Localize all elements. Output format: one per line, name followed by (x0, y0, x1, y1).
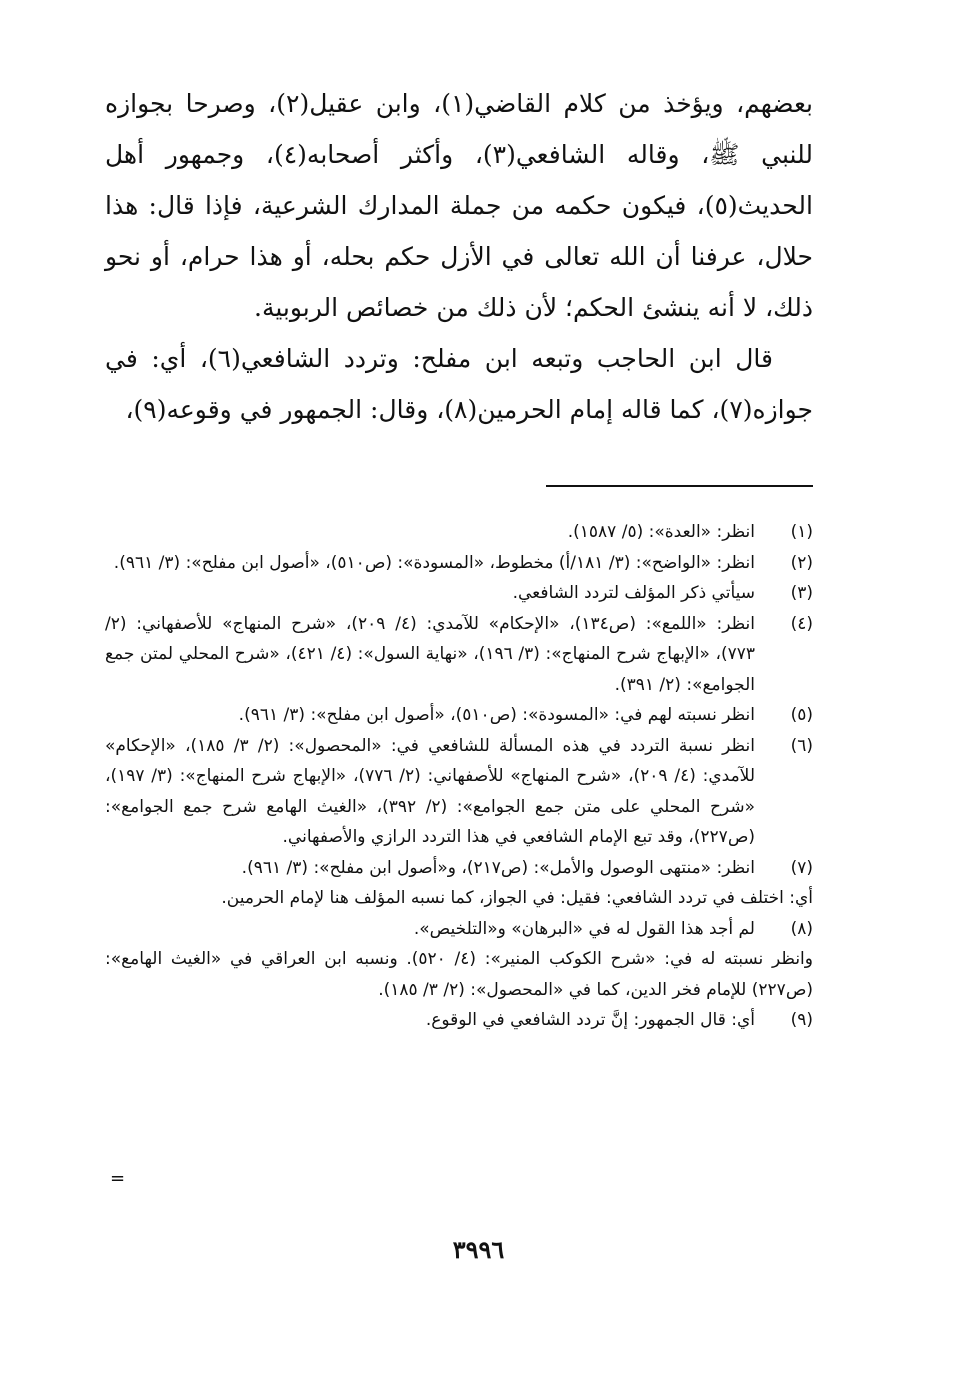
footnote-text: انظر: «العدة»: (٥/ ١٥٨٧). (567, 522, 755, 542)
page-content (105, 78, 813, 1036)
footnote-number: (١) (790, 522, 813, 542)
footnote-text: انظر نسبته لهم في: «المسودة»: (ص٥١٠)، «أصول ابن مفلح»: (٣/ ٩٦١). (238, 705, 755, 725)
footnote-6 (105, 731, 813, 853)
footnote-number: (٤) (790, 613, 813, 634)
footnote-number: (٣) (790, 583, 813, 603)
footnote-separator (546, 485, 813, 487)
footnote-number: (٢) (790, 552, 813, 573)
footnote-text: انظر: «الواضح»: (٣/ ١٨١/أ) مخطوط، «المسودة»: (ص٥١٠)، «أصول ابن مفلح»: (٣/ ٩٦١). (113, 552, 755, 573)
footnote-text: أي: قال الجمهور: إنَّ تردد الشافعي في الوقوع. (425, 1010, 755, 1030)
footnote-number: (٧) (790, 857, 813, 878)
footnote-2 (105, 548, 813, 579)
footnotes (105, 517, 813, 1036)
footnote-9 (105, 1005, 813, 1036)
footnote-5 (105, 700, 813, 731)
continuation-mark: = (110, 1168, 126, 1189)
page-number: ٣٩٩٦ (452, 1235, 505, 1264)
footnote-8-continuation: وانظر نسبته له في: «شرح الكوكب المنير»: (٤/ ٥٢٠). ونسبه ابن العراقي في «الغيث الهامع»: (ص٢٢٧) للإمام فخر الدين، كما في «المحصول»: (٢/ ٣/ ١٨٥). (105, 949, 813, 1000)
main-text (105, 78, 813, 435)
footnote-8 (105, 914, 813, 945)
footnote-text: انظر: «منتهى الوصول والأمل»: (ص٢١٧)، و«أصول ابن مفلح»: (٣/ ٩٦١). (241, 857, 755, 878)
footnote-7-continuation: أي: اختلف في تردد الشافعي: فقيل: في الجواز، كما نسبه المؤلف هنا لإمام الحرمين. (221, 888, 813, 908)
footnote-number: (٦) (790, 735, 813, 756)
footnote-text: انظر نسبة التردد في هذه المسألة للشافعي في: «المحصول»: (٢/ ٣/ ١٨٥)، «الإحكام» للآمدي: (٤/ ٢٠٩)، «شرح المنهاج» للأصفهاني: (٢/ ٧٧٦)، «الإبهاج شرح المنهاج»: (٣/ ١٩٧)، «شرح المحلي على متن جمع الجوامع»: (٢/ ٣٩٢)، «الغيث الهامع شرح جمع الجوامع»: (ص٢٢٧)، وقد تبع الإمام الشافعي في هذا التردد الرازي والأصفهاني. (105, 735, 755, 847)
footnote-number: (٥) (790, 705, 813, 725)
footnote-text: سيأتي ذكر المؤلف لتردد الشافعي. (512, 583, 755, 603)
footnote-1 (105, 517, 813, 548)
footnote-3 (105, 578, 813, 609)
footnote-number: (٨) (790, 918, 813, 939)
footnote-number: (٩) (790, 1010, 813, 1030)
main-paragraph-1: بعضهم، ويؤخذ من كلام القاضي(١)، وابن عقيل(٢)، وصرحا بجوازه للنبي ﷺ، وقاله الشافعي(٣)، وأكثر أصحابه(٤)، وجمهور أهل الحديث(٥)، فيكون حكمه من جملة المدارك الشرعية، فإذا قال: هذا حلال، عرفنا أن الله تعالى في الأزل حكم بحله، أو هذا حرام، أو نحو ذلك، لا أنه ينشئ الحكم؛ لأن ذلك من خصائص الربوبية. (105, 89, 813, 322)
main-paragraph-2: قال ابن الحاجب وتبعه ابن مفلح: وتردد الشافعي(٦)، أي: في جوازه(٧)، كما قاله إمام الحرمين(٨)، وقال: الجمهور في وقوعه(٩)، (105, 344, 813, 424)
footnote-7 (105, 853, 813, 884)
footnote-text: انظر: «اللمع»: (ص١٣٤)، «الإحكام» للآمدي: (٤/ ٢٠٩)، «شرح المنهاج» للأصفهاني: (٢/ ٧٧٣)، «الإبهاج شرح المنهاج»: (٣/ ١٩٦)، «نهاية السول»: (٤/ ٤٢١)، «شرح المحلي لمتن جمع الجوامع»: (٢/ ٣٩١). (105, 613, 755, 695)
footnote-4 (105, 609, 813, 701)
footnote-text: لم أجد هذا القول له في «البرهان» و«التلخيص». (413, 918, 755, 939)
